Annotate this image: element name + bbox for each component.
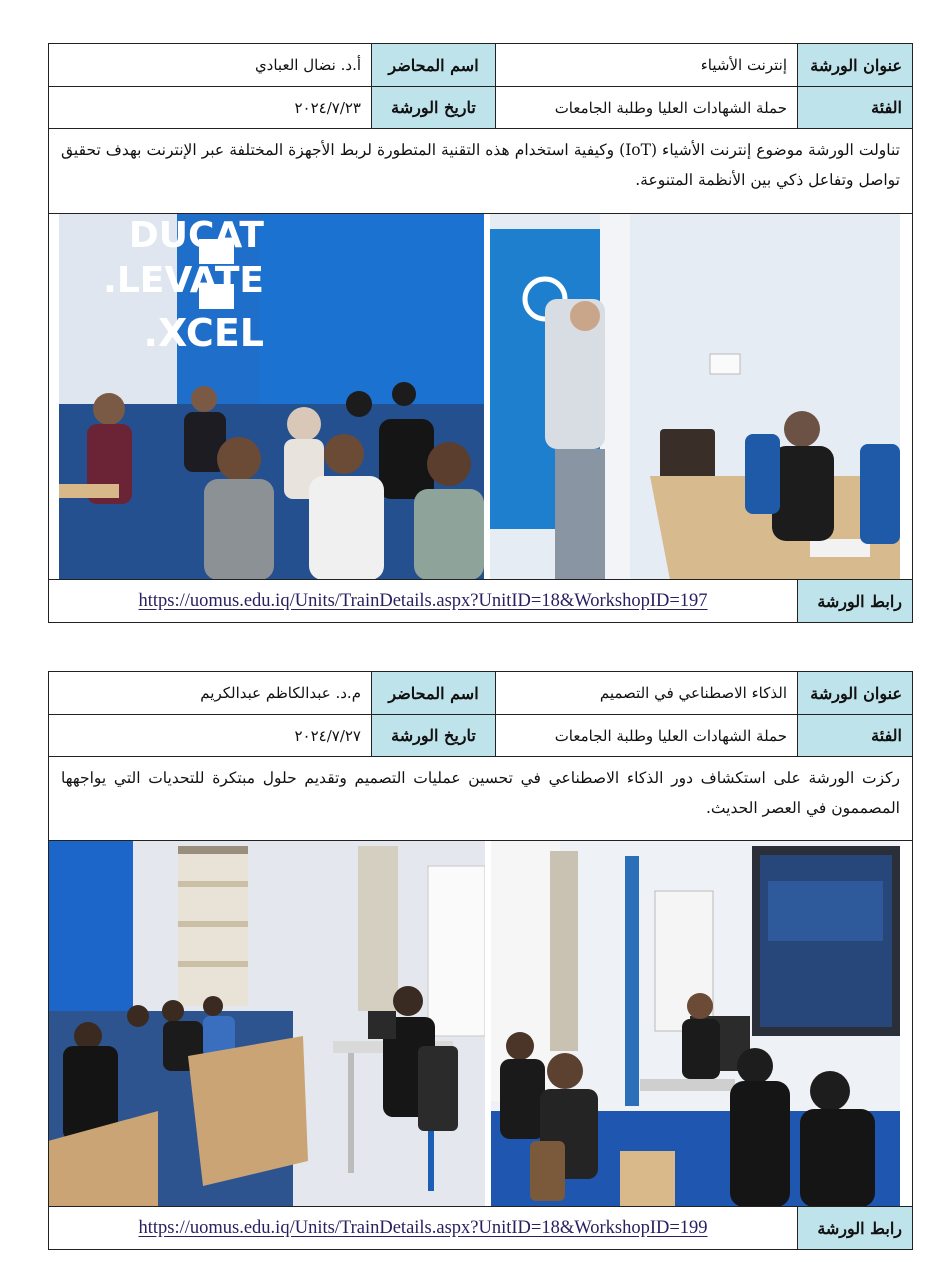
date-value: ٢٠٢٤/٧/٢٧ xyxy=(294,726,361,745)
lecturer-label: اسم المحاضر xyxy=(371,44,495,86)
title-row xyxy=(49,44,912,87)
lecturer-name: أ.د. نضال العبادي xyxy=(254,56,361,74)
banner-text-1: DUCAT xyxy=(128,215,264,256)
workshop-title: الذكاء الاصطناعي في التصميم xyxy=(495,672,797,714)
banner-text-2: LEVATE. xyxy=(103,260,264,301)
date-label: تاريخ الورشة xyxy=(371,715,495,756)
category-label: الفئة xyxy=(797,87,912,128)
description-row xyxy=(49,129,912,214)
description-text: تناولت الورشة موضوع إنترنت الأشياء (IoT) وكيفية استخدام هذه التقنية المتطورة لربط الأجهزة المختلفة عبر الإنترنت بهدف تحقيق تواصل وتفاعل ذكي بين الأنظمة المتنوعة. xyxy=(61,141,901,190)
photo-classroom xyxy=(49,841,485,1206)
photo-presentation xyxy=(491,841,900,1206)
description-row xyxy=(49,757,912,841)
link-label: رابط الورشة xyxy=(797,1207,912,1249)
banner-text-3: XCEL. xyxy=(143,311,264,355)
title-row xyxy=(49,672,912,715)
photos-row xyxy=(49,841,912,1207)
photo-lecturer xyxy=(490,214,900,579)
workshop-link[interactable]: https://uomus.edu.iq/Units/TrainDetails.aspx?UnitID=18&WorkshopID=197 xyxy=(138,590,708,611)
link-label: رابط الورشة xyxy=(797,580,912,622)
lecturer-label: اسم المحاضر xyxy=(371,672,495,714)
link-row xyxy=(49,580,912,622)
category-value: حملة الشهادات العليا وطلبة الجامعات xyxy=(495,87,797,128)
title-label: عنوان الورشة xyxy=(797,672,912,714)
title-label: عنوان الورشة xyxy=(797,44,912,86)
link-row xyxy=(49,1207,912,1249)
category-label: الفئة xyxy=(797,715,912,756)
photo-audience xyxy=(59,214,484,579)
workshop-title: إنترنت الأشياء xyxy=(495,44,797,86)
workshop-link[interactable]: https://uomus.edu.iq/Units/TrainDetails.aspx?UnitID=18&WorkshopID=199 xyxy=(138,1217,708,1238)
workshop-card-1 xyxy=(48,43,913,623)
category-row xyxy=(49,715,912,757)
lecturer-name: م.د. عبدالكاظم عبدالكريم xyxy=(200,684,361,702)
category-value: حملة الشهادات العليا وطلبة الجامعات xyxy=(495,715,797,756)
workshop-card-2 xyxy=(48,671,913,1250)
category-row xyxy=(49,87,912,129)
description-text: ركزت الورشة على استكشاف دور الذكاء الاصطناعي في تحسين عمليات التصميم وتقديم حلول مبتكرة للتحديات التي يواجهها المصممون في العصر الحديث. xyxy=(61,769,900,818)
photos-row xyxy=(49,214,912,580)
date-value: ٢٠٢٤/٧/٢٣ xyxy=(294,98,361,117)
date-label: تاريخ الورشة xyxy=(371,87,495,128)
